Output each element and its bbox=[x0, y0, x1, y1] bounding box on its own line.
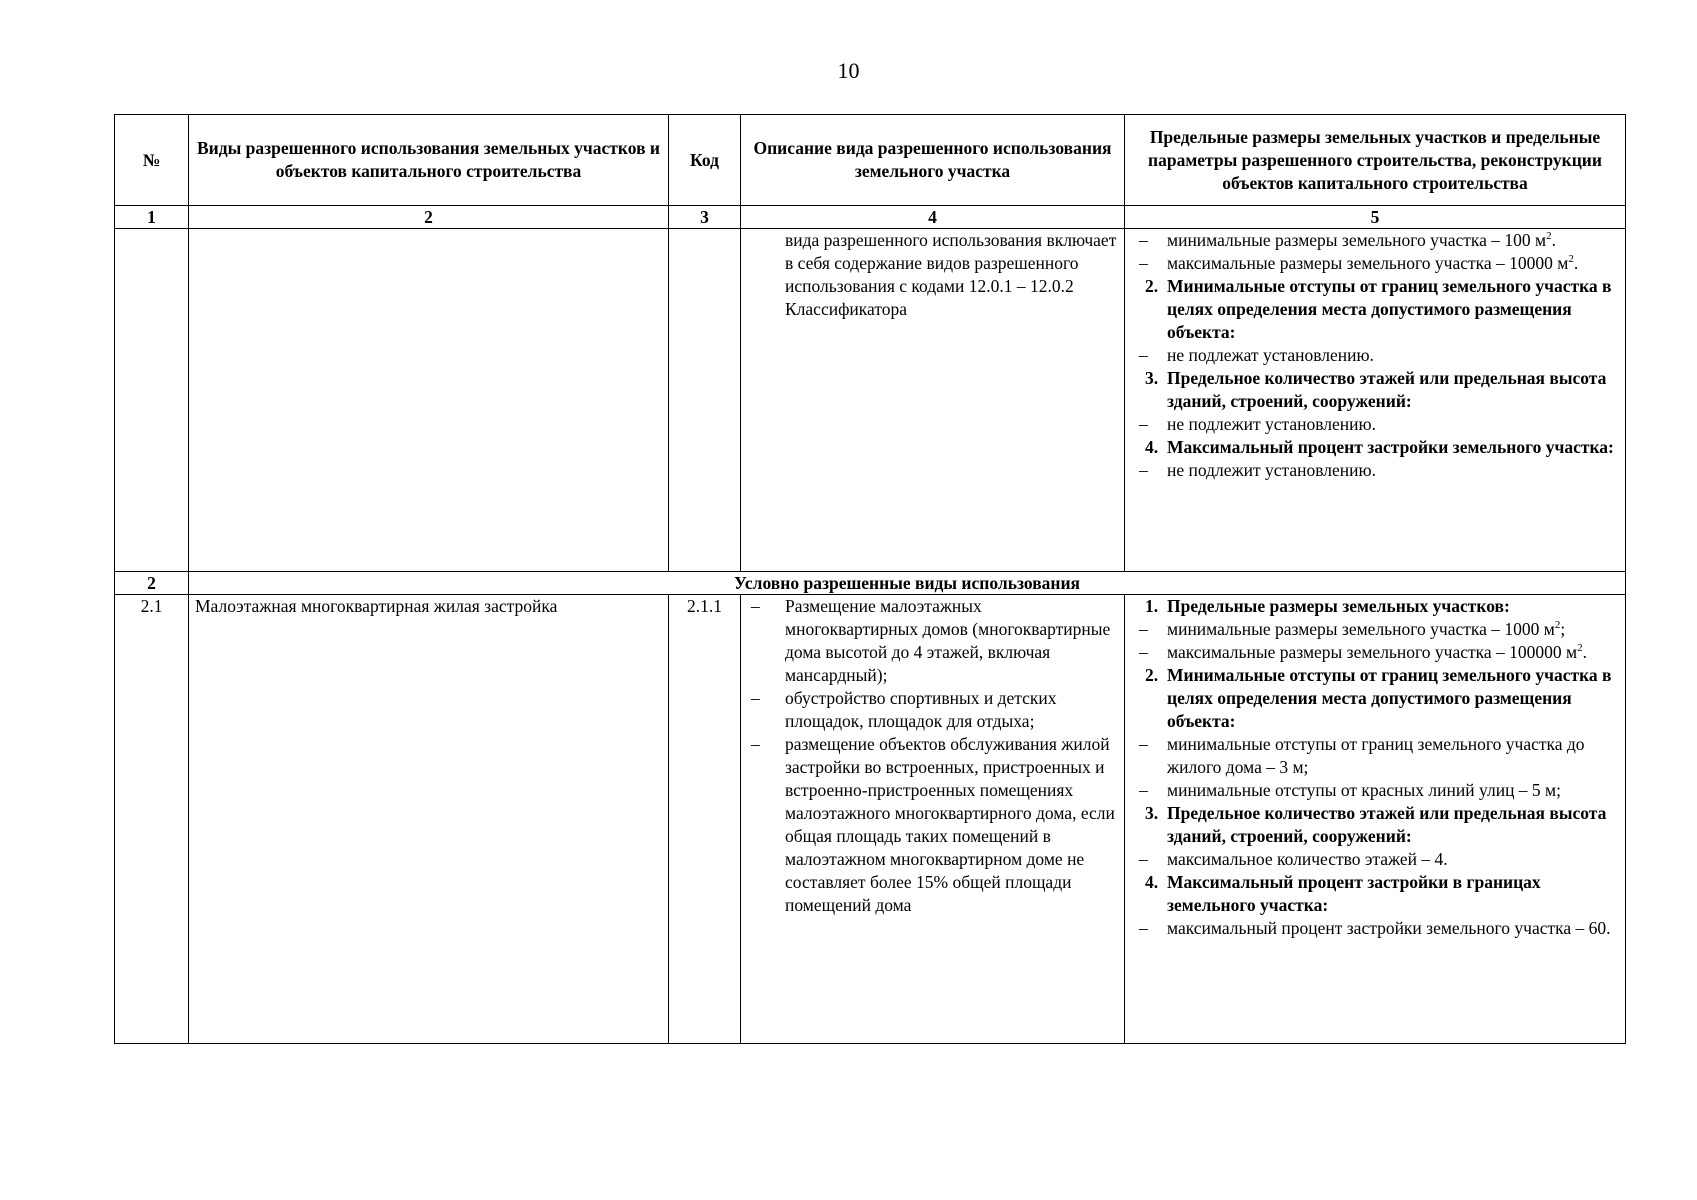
superscript: 2 bbox=[1546, 230, 1552, 243]
header-limits: Предельные размеры земельных участков и предельные параметры разрешенного строительства, реконструкции объектов капитального строительства bbox=[1125, 115, 1626, 206]
column-number: 1 bbox=[115, 206, 189, 229]
dash-marker: – bbox=[1139, 230, 1148, 250]
list-number: 4. bbox=[1145, 872, 1159, 892]
table-row bbox=[115, 229, 1626, 572]
column-number-row bbox=[115, 206, 1626, 229]
column-number: 2 bbox=[189, 206, 669, 229]
dash-marker: – bbox=[1139, 414, 1148, 434]
section-row bbox=[115, 572, 1626, 595]
list-item-text: обустройство спортивных и детских площадок, площадок для отдыха; bbox=[785, 688, 1057, 731]
limit-text-tail: ; bbox=[1560, 619, 1566, 639]
superscript: 2 bbox=[1554, 619, 1561, 632]
limit-text: минимальные размеры земельного участка – 1000 м bbox=[1167, 619, 1555, 639]
limit-text: Максимальный процент застройки земельного участка: bbox=[1167, 437, 1614, 457]
limit-heading bbox=[1131, 595, 1619, 618]
dash-marker: – bbox=[1139, 642, 1148, 662]
list-number: 1. bbox=[1145, 596, 1159, 616]
limit-item bbox=[1131, 917, 1619, 940]
dash-marker: – bbox=[1139, 253, 1148, 273]
list-item bbox=[747, 595, 1118, 687]
header-kind: Виды разрешенного использования земельных участков и объектов капитального строительства bbox=[189, 115, 669, 206]
list-item bbox=[747, 733, 1118, 917]
list-item-text: Размещение малоэтажных многоквартирных домов (многоквартирные дома высотой до 4 этажей, включая мансардный); bbox=[785, 596, 1111, 685]
limit-text: Минимальные отступы от границ земельного участка в целях определения места допустимого размещения объекта: bbox=[1167, 665, 1612, 731]
limits-list bbox=[1131, 595, 1619, 940]
header-code: Код bbox=[669, 115, 741, 206]
cell-kind bbox=[189, 229, 669, 572]
cell-code: 2.1.1 bbox=[669, 595, 741, 1044]
limit-text: минимальные отступы от границ земельного участка до жилого дома – 3 м; bbox=[1167, 734, 1585, 777]
column-number: 3 bbox=[669, 206, 741, 229]
dash-marker: – bbox=[1139, 849, 1148, 869]
limit-item bbox=[1131, 252, 1619, 275]
cell-code bbox=[669, 229, 741, 572]
limit-text: не подлежит установлению. bbox=[1167, 414, 1376, 434]
limit-item bbox=[1131, 459, 1619, 482]
limit-text: максимальное количество этажей – 4. bbox=[1167, 849, 1448, 869]
limit-heading bbox=[1131, 367, 1619, 413]
limit-text: минимальные отступы от красных линий улиц – 5 м; bbox=[1167, 780, 1561, 800]
header-description: Описание вида разрешенного использования земельного участка bbox=[741, 115, 1125, 206]
list-item bbox=[747, 687, 1118, 733]
limit-heading bbox=[1131, 436, 1619, 459]
limit-text-tail: . bbox=[1573, 253, 1579, 273]
cell-num bbox=[115, 229, 189, 572]
dash-marker: – bbox=[1139, 780, 1148, 800]
dash-marker: – bbox=[751, 688, 760, 708]
limit-text-tail: . bbox=[1582, 642, 1587, 662]
limit-heading bbox=[1131, 871, 1619, 917]
limit-heading bbox=[1131, 275, 1619, 344]
limit-text: Максимальный процент застройки в границах земельного участка: bbox=[1167, 872, 1541, 915]
limit-item bbox=[1131, 779, 1619, 802]
limit-text: не подлежит установлению. bbox=[1167, 460, 1376, 480]
cell-kind: Малоэтажная многоквартирная жилая застройка bbox=[189, 595, 669, 1044]
dash-marker: – bbox=[751, 734, 760, 754]
limit-text-tail: . bbox=[1551, 230, 1556, 250]
limit-text: не подлежат установлению. bbox=[1167, 345, 1374, 365]
limit-text: максимальные размеры земельного участка – 10000 м bbox=[1167, 253, 1569, 273]
limit-text: Предельное количество этажей или предельная высота зданий, строений, сооружений: bbox=[1167, 368, 1607, 411]
list-number: 2. bbox=[1145, 665, 1159, 685]
header-row bbox=[115, 115, 1626, 206]
limit-item bbox=[1131, 344, 1619, 367]
dash-marker: – bbox=[751, 596, 760, 616]
column-number: 4 bbox=[741, 206, 1125, 229]
section-num: 2 bbox=[115, 572, 189, 595]
limit-text: Минимальные отступы от границ земельного участка в целях определения места допустимого размещения объекта: bbox=[1167, 276, 1612, 342]
list-number: 4. bbox=[1145, 437, 1159, 457]
column-number: 5 bbox=[1125, 206, 1626, 229]
description-text: вида разрешенного использования включает в себя содержание видов разрешенного использования с кодами 12.0.1 – 12.0.2 Классификатора bbox=[785, 230, 1117, 319]
page-number: 10 bbox=[837, 58, 860, 83]
limit-item bbox=[1131, 229, 1619, 252]
land-use-table bbox=[114, 114, 1626, 1044]
dash-marker: – bbox=[1139, 460, 1148, 480]
limit-item bbox=[1131, 641, 1619, 664]
limits-list bbox=[1131, 229, 1619, 482]
section-title: Условно разрешенные виды использования bbox=[189, 572, 1626, 595]
description-list bbox=[747, 595, 1118, 917]
superscript: 2 bbox=[1577, 642, 1583, 655]
dash-marker: – bbox=[1139, 345, 1148, 365]
header-num: № bbox=[115, 115, 189, 206]
limit-text: максимальный процент застройки земельного участка – 60. bbox=[1167, 918, 1611, 938]
list-number: 3. bbox=[1145, 803, 1159, 823]
limit-heading bbox=[1131, 802, 1619, 848]
cell-description bbox=[741, 229, 1125, 572]
superscript: 2 bbox=[1568, 253, 1574, 266]
cell-num: 2.1 bbox=[115, 595, 189, 1044]
list-number: 2. bbox=[1145, 276, 1159, 296]
dash-marker: – bbox=[1139, 734, 1148, 754]
limit-item bbox=[1131, 413, 1619, 436]
limit-text: Предельное количество этажей или предельная высота зданий, строений, сооружений: bbox=[1167, 803, 1607, 846]
cell-description bbox=[741, 595, 1125, 1044]
limit-text: Предельные размеры земельных участков: bbox=[1167, 596, 1510, 616]
cell-limits bbox=[1125, 595, 1626, 1044]
dash-marker: – bbox=[1139, 918, 1148, 938]
list-item-text: размещение объектов обслуживания жилой застройки во встроенных, пристроенных и встроенно-пристроенных помещениях малоэтажного многоквартирного дома, если общая площадь таких помещений в малоэтажном многоквартирном доме не составляет более 15% общей площади помещений дома bbox=[785, 734, 1115, 915]
limit-item bbox=[1131, 848, 1619, 871]
limit-heading bbox=[1131, 664, 1619, 733]
limit-item bbox=[1131, 733, 1619, 779]
limit-item bbox=[1131, 618, 1619, 641]
dash-marker: – bbox=[1139, 619, 1148, 639]
table-row bbox=[115, 595, 1626, 1044]
list-number: 3. bbox=[1145, 368, 1159, 388]
limit-text: максимальные размеры земельного участка – 100000 м bbox=[1167, 642, 1578, 662]
limit-text: минимальные размеры земельного участка – 100 м bbox=[1167, 230, 1547, 250]
cell-limits bbox=[1125, 229, 1626, 572]
